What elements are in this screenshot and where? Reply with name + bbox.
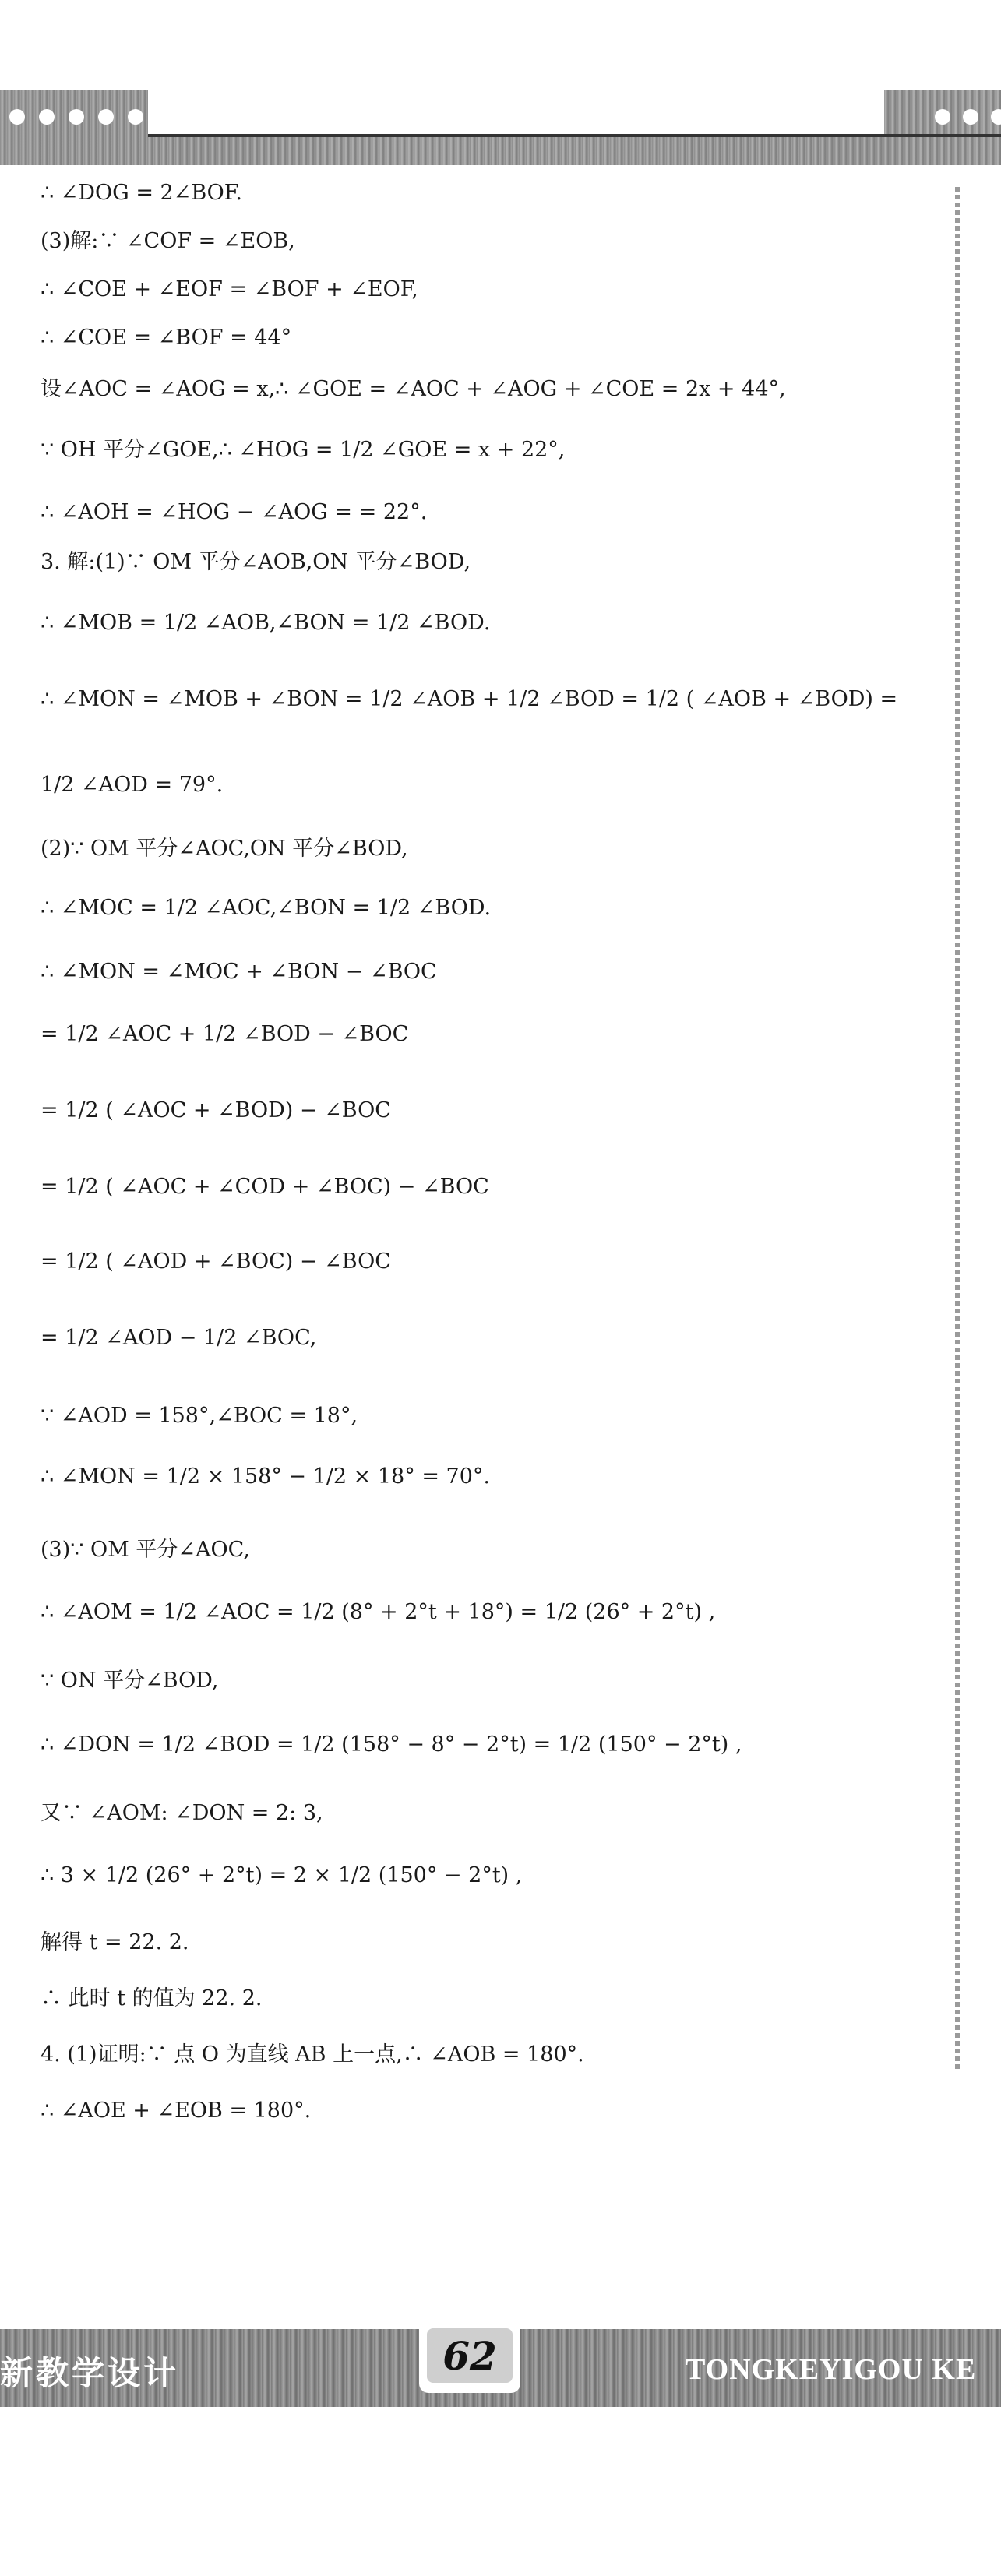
- text-line: ∴ ∠AOM = 1/2 ∠AOC = 1/2 (8° + 2°t + 18°) = 1/2 (26° + 2°t) ,: [41, 1600, 716, 1624]
- text-line: ∴ ∠COE = ∠BOF = 44°: [41, 326, 292, 350]
- header-band: [0, 90, 1001, 165]
- text-line: ∴ ∠MON = ∠MOC + ∠BON − ∠BOC: [41, 960, 437, 984]
- text-line: 3. 解:(1)∵ OM 平分∠AOB,ON 平分∠BOD,: [41, 550, 471, 574]
- header-dots-right: [935, 109, 1001, 125]
- text-line: 又∵ ∠AOM: ∠DON = 2: 3,: [41, 1801, 323, 1825]
- text-line: 1/2 ∠AOD = 79°.: [41, 773, 224, 797]
- text-line: ∴ ∠MOB = 1/2 ∠AOB,∠BON = 1/2 ∠BOD.: [41, 611, 491, 635]
- text-line: 解得 t = 22. 2.: [41, 1930, 189, 1954]
- text-line: ∴ ∠MON = ∠MOB + ∠BON = 1/2 ∠AOB + 1/2 ∠BOD = 1/2 ( ∠AOB + ∠BOD) =: [41, 687, 898, 711]
- text-line: ∴ ∠COE + ∠EOF = ∠BOF + ∠EOF,: [41, 277, 418, 301]
- text-line: = 1/2 ( ∠AOC + ∠BOD) − ∠BOC: [41, 1098, 391, 1122]
- side-rule: [955, 187, 960, 2072]
- footer-left-title: 新教学设计: [0, 2354, 180, 2392]
- text-line: ∴ ∠AOE + ∠EOB = 180°.: [41, 2099, 312, 2123]
- footer-right-title: TONGKEYIGOU KE: [686, 2353, 977, 2386]
- text-line: = 1/2 ( ∠AOC + ∠COD + ∠BOC) − ∠BOC: [41, 1175, 489, 1199]
- text-line: = 1/2 ∠AOD − 1/2 ∠BOC,: [41, 1326, 317, 1350]
- header-dots-left: [9, 109, 143, 125]
- text-line: ∴ ∠DOG = 2∠BOF.: [41, 181, 242, 205]
- text-line: ∵ ON 平分∠BOD,: [41, 1669, 219, 1693]
- text-line: = 1/2 ∠AOC + 1/2 ∠BOD − ∠BOC: [41, 1022, 409, 1046]
- text-line: 设∠AOC = ∠AOG = x,∴ ∠GOE = ∠AOC + ∠AOG + ∠COE = 2x + 44°,: [41, 377, 786, 401]
- text-line: ∴ ∠DON = 1/2 ∠BOD = 1/2 (158° − 8° − 2°t) = 1/2 (150° − 2°t) ,: [41, 1732, 742, 1757]
- text-line: ∵ ∠AOD = 158°,∠BOC = 18°,: [41, 1404, 358, 1428]
- text-line: ∴ ∠MOC = 1/2 ∠AOC,∠BON = 1/2 ∠BOD.: [41, 896, 492, 920]
- header-cutout: [148, 90, 884, 134]
- text-line: ∴ 此时 t 的值为 22. 2.: [41, 1986, 263, 2010]
- text-line: ∵ OH 平分∠GOE,∴ ∠HOG = 1/2 ∠GOE = x + 22°,: [41, 438, 566, 462]
- text-line: ∴ 3 × 1/2 (26° + 2°t) = 2 × 1/2 (150° − 2°t) ,: [41, 1863, 523, 1887]
- text-line: (3)解:∵ ∠COF = ∠EOB,: [41, 229, 295, 253]
- text-line: (2)∵ OM 平分∠AOC,ON 平分∠BOD,: [41, 837, 408, 861]
- text-line: = 1/2 ( ∠AOD + ∠BOC) − ∠BOC: [41, 1249, 391, 1274]
- page-number-badge: [419, 2318, 520, 2393]
- text-line: ∴ ∠AOH = ∠HOG − ∠AOG = = 22°.: [41, 500, 428, 524]
- text-line: (3)∵ OM 平分∠AOC,: [41, 1538, 250, 1562]
- text-line: 4. (1)证明:∵ 点 O 为直线 AB 上一点,∴ ∠AOB = 180°.: [41, 2042, 584, 2067]
- text-line: ∴ ∠MON = 1/2 × 158° − 1/2 × 18° = 70°.: [41, 1464, 490, 1489]
- page-number: 62: [442, 2332, 497, 2379]
